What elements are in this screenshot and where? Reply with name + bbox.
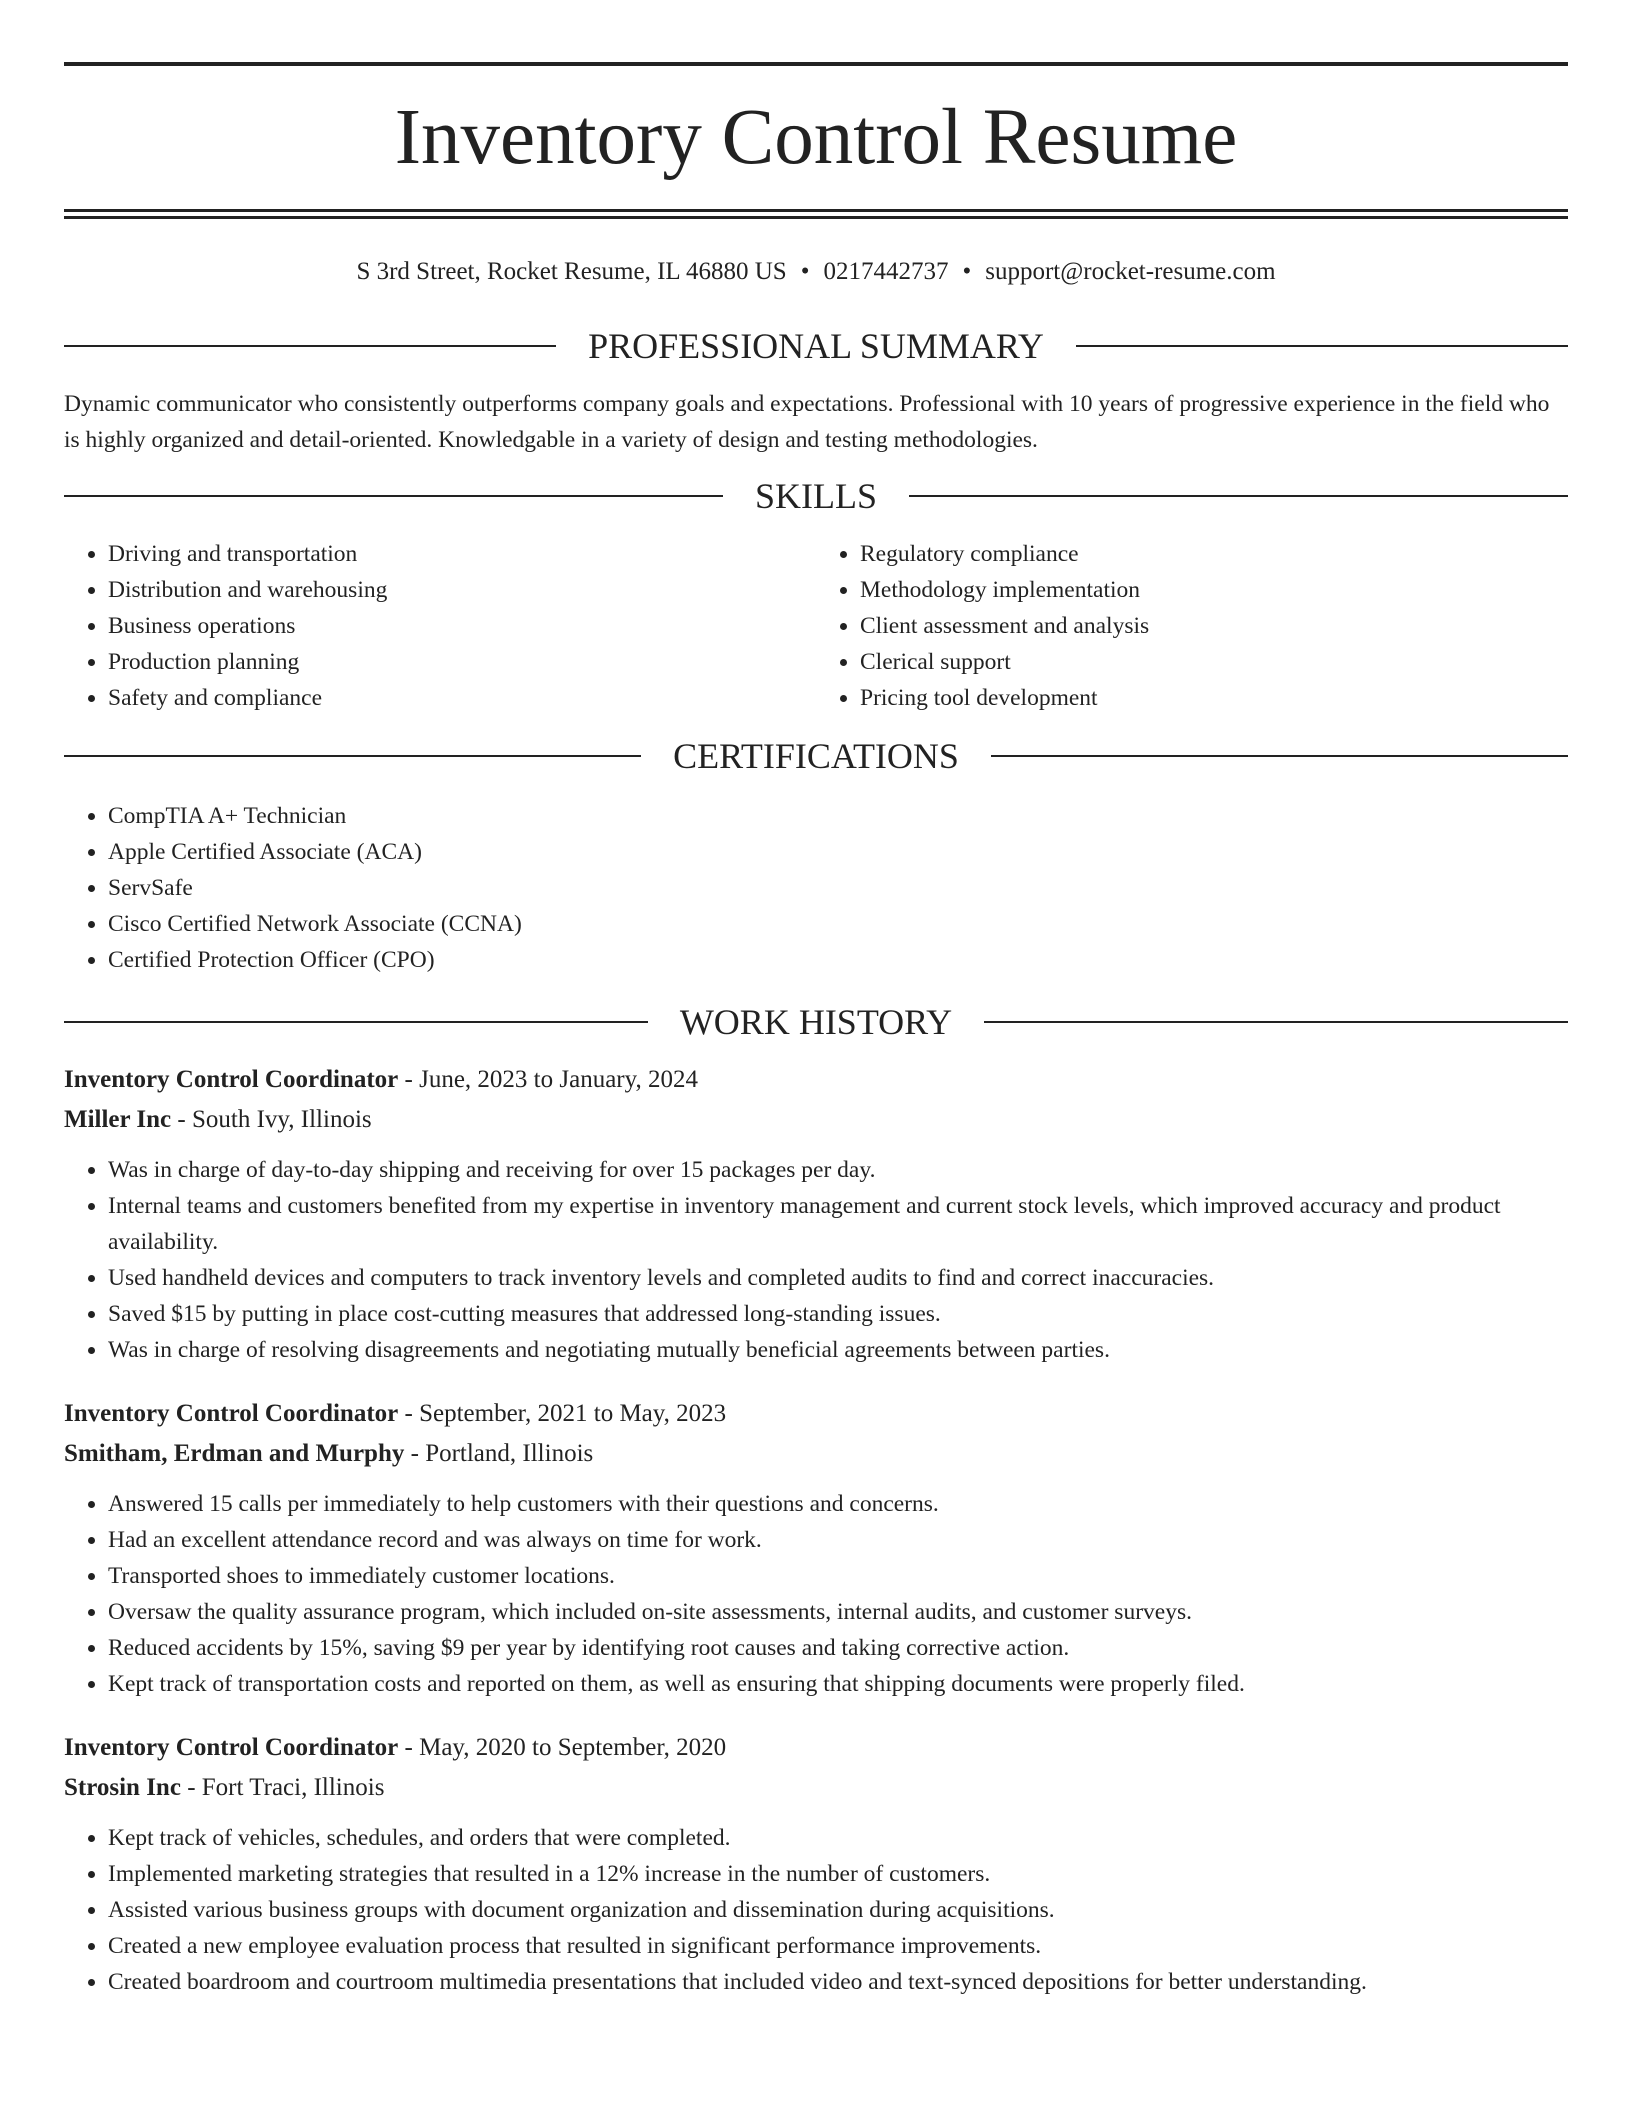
certifications-list	[64, 798, 1568, 978]
job-bullets	[64, 1820, 1568, 2000]
job-bullet: • Oversaw the quality assurance program, which included on-site assessments, internal audits, and customer surveys.	[108, 1594, 1568, 1630]
double-rule	[64, 209, 1568, 219]
job-title: Inventory Control Coordinator	[64, 1400, 399, 1427]
job-bullets	[64, 1486, 1568, 1702]
skill-item: • Regulatory compliance	[860, 536, 1568, 572]
company-location: Fort Traci, Illinois	[201, 1774, 385, 1801]
heading-rule	[64, 495, 723, 497]
company-name: Strosin Inc	[64, 1774, 181, 1801]
heading-rule	[64, 345, 556, 347]
dash: -	[180, 1774, 202, 1801]
certification-item: • CompTIA A+ Technician	[108, 798, 1568, 834]
job-bullet: • Answered 15 calls per immediately to help customers with their questions and concerns.	[108, 1486, 1568, 1522]
company-name: Smitham, Erdman and Murphy	[64, 1440, 405, 1467]
contact-address: S 3rd Street, Rocket Resume, IL 46880 US	[356, 258, 787, 285]
heading-rule	[64, 1021, 648, 1023]
job-title: Inventory Control Coordinator	[64, 1734, 399, 1761]
dash: -	[404, 1440, 426, 1467]
certification-item: • Certified Protection Officer (CPO)	[108, 942, 1568, 978]
dash: -	[398, 1066, 420, 1093]
summary-text: Dynamic communicator who consistently outperforms company goals and expectations. Professional with 10 years of progressive experience in the field who is highly organized and detail-oriented. Knowledgable in a variety of design and testing methodologies.	[64, 391, 1550, 453]
job-bullet: • Had an excellent attendance record and was always on time for work.	[108, 1522, 1568, 1558]
job-bullet: • Used handheld devices and computers to track inventory levels and completed audits to find and correct inaccuracies.	[108, 1260, 1568, 1296]
job-bullet: • Saved $15 by putting in place cost-cutting measures that addressed long-standing issues.	[108, 1296, 1568, 1332]
job-bullet: • Was in charge of resolving disagreements and negotiating mutually beneficial agreements between parties.	[108, 1332, 1568, 1368]
job-bullets	[64, 1152, 1568, 1368]
skills-column-left	[64, 536, 816, 716]
skill-item: • Client assessment and analysis	[860, 608, 1568, 644]
skill-item: • Production planning	[108, 644, 816, 680]
skill-item: • Methodology implementation	[860, 572, 1568, 608]
job-title-line	[64, 1394, 1568, 1434]
certification-item: • Cisco Certified Network Associate (CCNA)	[108, 906, 1568, 942]
section-title: PROFESSIONAL SUMMARY	[588, 326, 1044, 366]
skills-column-right	[816, 536, 1568, 716]
job-dates: June, 2023 to January, 2024	[419, 1066, 698, 1093]
section-title: WORK HISTORY	[679, 1002, 953, 1042]
job-bullet: • Implemented marketing strategies that resulted in a 12% increase in the number of customers.	[108, 1856, 1568, 1892]
job-bullet: • Was in charge of day-to-day shipping and receiving for over 15 packages per day.	[108, 1152, 1568, 1188]
contact-separator: •	[962, 258, 972, 285]
contact-line	[64, 259, 1568, 284]
skill-item: • Driving and transportation	[108, 536, 816, 572]
certifications-heading	[64, 738, 1568, 774]
job-dates: May, 2020 to September, 2020	[419, 1734, 727, 1761]
job-bullet: • Created boardroom and courtroom multimedia presentations that included video and text-synced depositions for better understanding.	[108, 1964, 1568, 2000]
job-bullet: • Assisted various business groups with document organization and dissemination during acquisitions.	[108, 1892, 1568, 1928]
contact-phone: 0217442737	[823, 258, 949, 285]
job-bullet: • Created a new employee evaluation process that resulted in significant performance improvements.	[108, 1928, 1568, 1964]
skill-item: • Distribution and warehousing	[108, 572, 816, 608]
heading-rule	[1076, 345, 1568, 347]
skill-item: • Safety and compliance	[108, 680, 816, 716]
company-line	[64, 1768, 1568, 1808]
job-entry	[64, 1060, 1568, 1368]
job-title: Inventory Control Coordinator	[64, 1066, 399, 1093]
dash: -	[398, 1734, 420, 1761]
job-bullet: • Reduced accidents by 15%, saving $9 per year by identifying root causes and taking corrective action.	[108, 1630, 1568, 1666]
job-title-line	[64, 1060, 1568, 1100]
company-line	[64, 1434, 1568, 1474]
skill-item: • Pricing tool development	[860, 680, 1568, 716]
heading-rule	[984, 1021, 1568, 1023]
job-bullet: • Internal teams and customers benefited from my expertise in inventory management and current stock levels, which improved accuracy and product availability.	[108, 1188, 1568, 1260]
company-name: Miller Inc	[64, 1106, 172, 1133]
heading-rule	[909, 495, 1568, 497]
skill-item: • Clerical support	[860, 644, 1568, 680]
summary-heading	[64, 328, 1568, 364]
job-title-line	[64, 1728, 1568, 1768]
job-bullet: • Kept track of vehicles, schedules, and orders that were completed.	[108, 1820, 1568, 1856]
dash: -	[171, 1106, 192, 1133]
job-bullet: • Transported shoes to immediately customer locations.	[108, 1558, 1568, 1594]
section-title: CERTIFICATIONS	[673, 736, 959, 776]
job-dates: September, 2021 to May, 2023	[419, 1400, 727, 1427]
contact-separator: •	[800, 258, 810, 285]
heading-rule	[991, 755, 1568, 757]
certification-item: • ServSafe	[108, 870, 1568, 906]
certification-item: • Apple Certified Associate (ACA)	[108, 834, 1568, 870]
dash: -	[398, 1400, 420, 1427]
resume-title: Inventory Control Resume	[394, 94, 1238, 181]
company-line	[64, 1100, 1568, 1140]
contact-email: support@rocket-resume.com	[985, 258, 1276, 285]
job-bullet: • Kept track of transportation costs and reported on them, as well as ensuring that shipping documents were properly filed.	[108, 1666, 1568, 1702]
company-location: South Ivy, Illinois	[191, 1106, 372, 1133]
section-title: SKILLS	[755, 476, 878, 516]
work-history-heading	[64, 1004, 1568, 1040]
top-rule	[64, 62, 1568, 66]
company-location: Portland, Illinois	[425, 1440, 594, 1467]
skills-heading	[64, 478, 1568, 514]
skills-list	[64, 536, 1568, 716]
job-entry	[64, 1394, 1568, 1702]
skill-item: • Business operations	[108, 608, 816, 644]
job-entry	[64, 1728, 1568, 2000]
heading-rule	[64, 755, 641, 757]
